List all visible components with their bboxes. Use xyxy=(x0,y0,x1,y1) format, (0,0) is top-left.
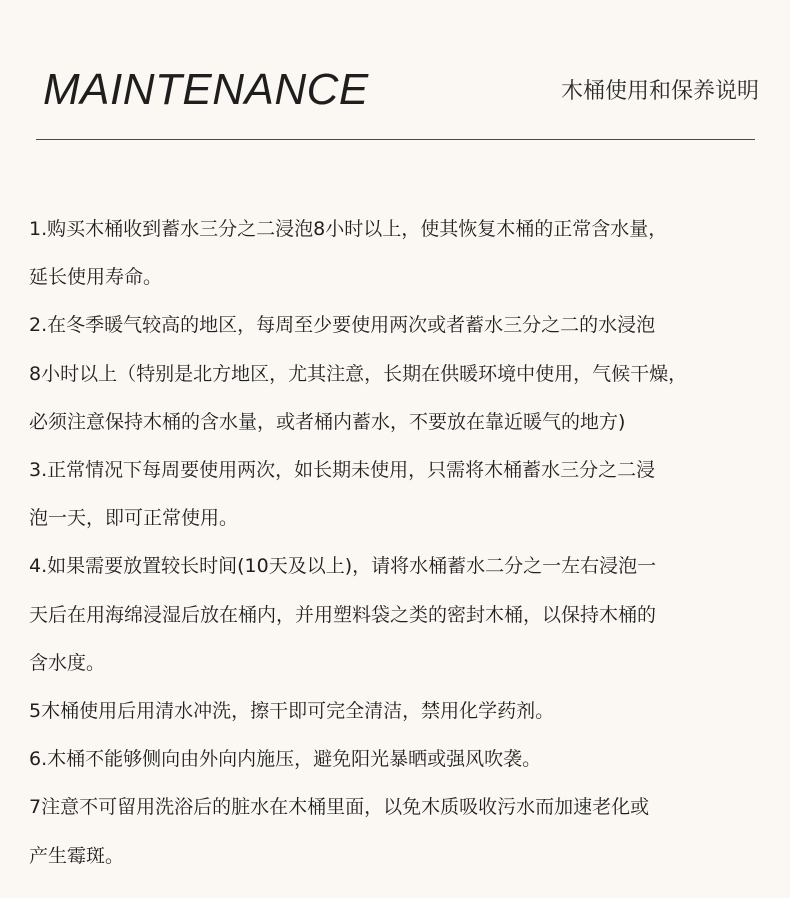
instruction-item-4 xyxy=(29,542,769,687)
header-divider xyxy=(36,139,755,140)
instruction-item-5 xyxy=(29,687,769,735)
instruction-item-1 xyxy=(29,205,769,301)
instruction-line: 8小时以上（特别是北方地区，尤其注意，长期在供暖环境中使用，气候干燥， xyxy=(29,362,688,385)
instruction-line: 1.购买木桶收到蓄水三分之二浸泡8小时以上，使其恢复木桶的正常含水量， xyxy=(29,218,668,240)
instruction-item-2 xyxy=(29,301,769,446)
instruction-line: 产生霉斑。 xyxy=(29,844,125,867)
instruction-line: 5木桶使用后用清水冲洗，擦干即可完全清洁，禁用化学药剂。 xyxy=(29,700,555,723)
instruction-line: 7注意不可留用洗浴后的脏水在木桶里面，以免木质吸收污水而加速老化或 xyxy=(29,796,650,819)
instruction-line: 含水度。 xyxy=(29,651,106,674)
instruction-line: 6.木桶不能够侧向由外向内施压，避免阳光暴晒或强风吹袭。 xyxy=(29,748,542,771)
instruction-line: 必须注意保持木桶的含水量，或者桶内蓄水，不要放在靠近暖气的地方) xyxy=(29,410,626,433)
instruction-line: 3.正常情况下每周要使用两次，如长期未使用，只需将木桶蓄水三分之二浸 xyxy=(29,459,656,482)
page-subtitle: 木桶使用和保养说明 xyxy=(560,79,759,104)
instruction-line: 4.如果需要放置较长时间(10天及以上)，请将水桶蓄水二分之一左右浸泡一 xyxy=(29,555,657,578)
instruction-line: 延长使用寿命。 xyxy=(29,266,163,289)
instruction-item-3 xyxy=(29,446,769,542)
instruction-item-7 xyxy=(29,783,769,879)
page-header xyxy=(0,0,790,140)
instruction-line: 2.在冬季暖气较高的地区，每周至少要使用两次或者蓄水三分之二的水浸泡 xyxy=(29,314,656,337)
page-title: MAINTENANCE xyxy=(43,65,369,114)
instruction-item-6 xyxy=(29,735,769,783)
instruction-line: 泡一天，即可正常使用。 xyxy=(29,507,239,530)
instructions-list xyxy=(29,205,769,880)
instruction-line: 天后在用海绵浸湿后放在桶内，并用塑料袋之类的密封木桶，以保持木桶的 xyxy=(29,603,657,626)
